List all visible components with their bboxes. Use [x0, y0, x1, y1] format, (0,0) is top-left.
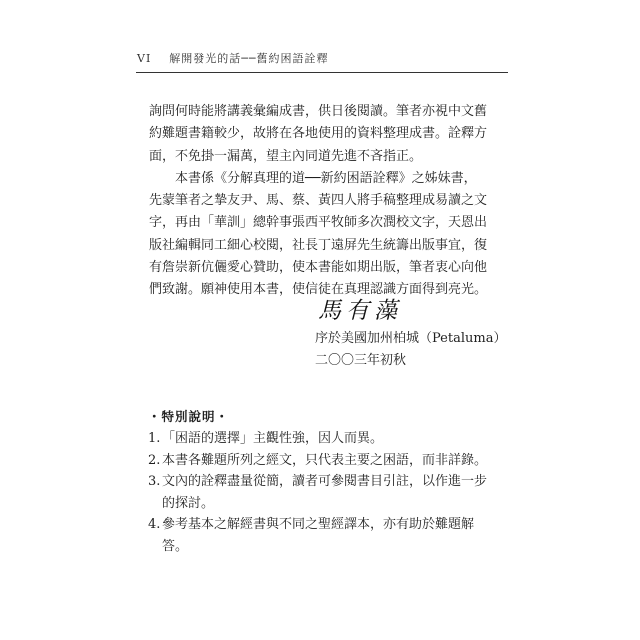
text-line: 本書各難題所列之經文，只代表主要之困語，而非詳錄。	[162, 452, 488, 468]
notes-list	[148, 428, 518, 557]
text-line: 詢問何時能將講義彙編成書，供日後閱讀。筆者亦視中文舊	[149, 104, 488, 119]
text-line: 本書係《分解真理的道──新約困語詮釋》之姊妹書，	[175, 170, 477, 186]
text-line: 答。	[162, 538, 189, 554]
text-line: 的探討。	[162, 495, 215, 511]
note-text	[162, 450, 518, 472]
notes-title: ・特別說明・	[148, 409, 230, 424]
book-title: 解開發光的話──舊約困語詮釋	[169, 52, 329, 65]
text-line: 面，不免掛一漏萬，望主內同道先進不吝指正。	[149, 148, 423, 164]
note-text	[162, 428, 518, 450]
text-line: 字，再由「華訓」總幹事張西平牧師多次潤校文字，天恩出	[149, 215, 488, 231]
text-line: 文內的詮釋盡量從簡，讀者可參閱書目引註，以作進一步	[162, 474, 488, 489]
text-line: 參考基本之解經書與不同之聖經譯本，亦有助於難題解	[162, 517, 475, 532]
signature-place: 序於美國加州柏城（Petaluma）	[315, 331, 507, 346]
note-number: 4.	[148, 517, 161, 532]
paragraph-1	[149, 101, 511, 168]
header-rule	[136, 72, 508, 73]
page-number: VI	[137, 52, 152, 65]
text-line: 版社編輯同工細心校閱，社長丁遠屏先生統籌出版事宜，復	[149, 237, 488, 253]
running-header	[137, 50, 507, 66]
note-number: 1.	[148, 431, 161, 446]
note-number: 3.	[148, 474, 161, 489]
text-line: 們致謝。願神使用本書，使信徒在真理認識方面得到亮光。	[149, 282, 488, 298]
header-gap	[156, 52, 165, 65]
note-text	[162, 471, 518, 514]
paragraph-2	[149, 168, 511, 302]
author-signature: 馬有藻	[318, 298, 402, 324]
note-number: 2.	[148, 452, 161, 468]
text-line: 約難題書籍較少，故將在各地使用的資料整理成書。詮釋方	[149, 126, 488, 142]
signature-date: 二〇〇三年初秋	[315, 353, 407, 368]
note-text	[162, 514, 518, 557]
note-item	[148, 428, 518, 450]
note-item	[148, 450, 518, 472]
text-line: 有詹崇新伉儷愛心贊助，使本書能如期出版，筆者衷心向他	[149, 260, 488, 276]
text-line: 「困語的選擇」主觀性強，因人而異。	[162, 431, 384, 446]
text-line: 先蒙筆者之摯友尹、馬、蔡、黃四人將手稿整理成易讀之文	[149, 193, 488, 209]
preface-body	[149, 101, 511, 302]
note-item	[148, 514, 518, 557]
note-item	[148, 471, 518, 514]
